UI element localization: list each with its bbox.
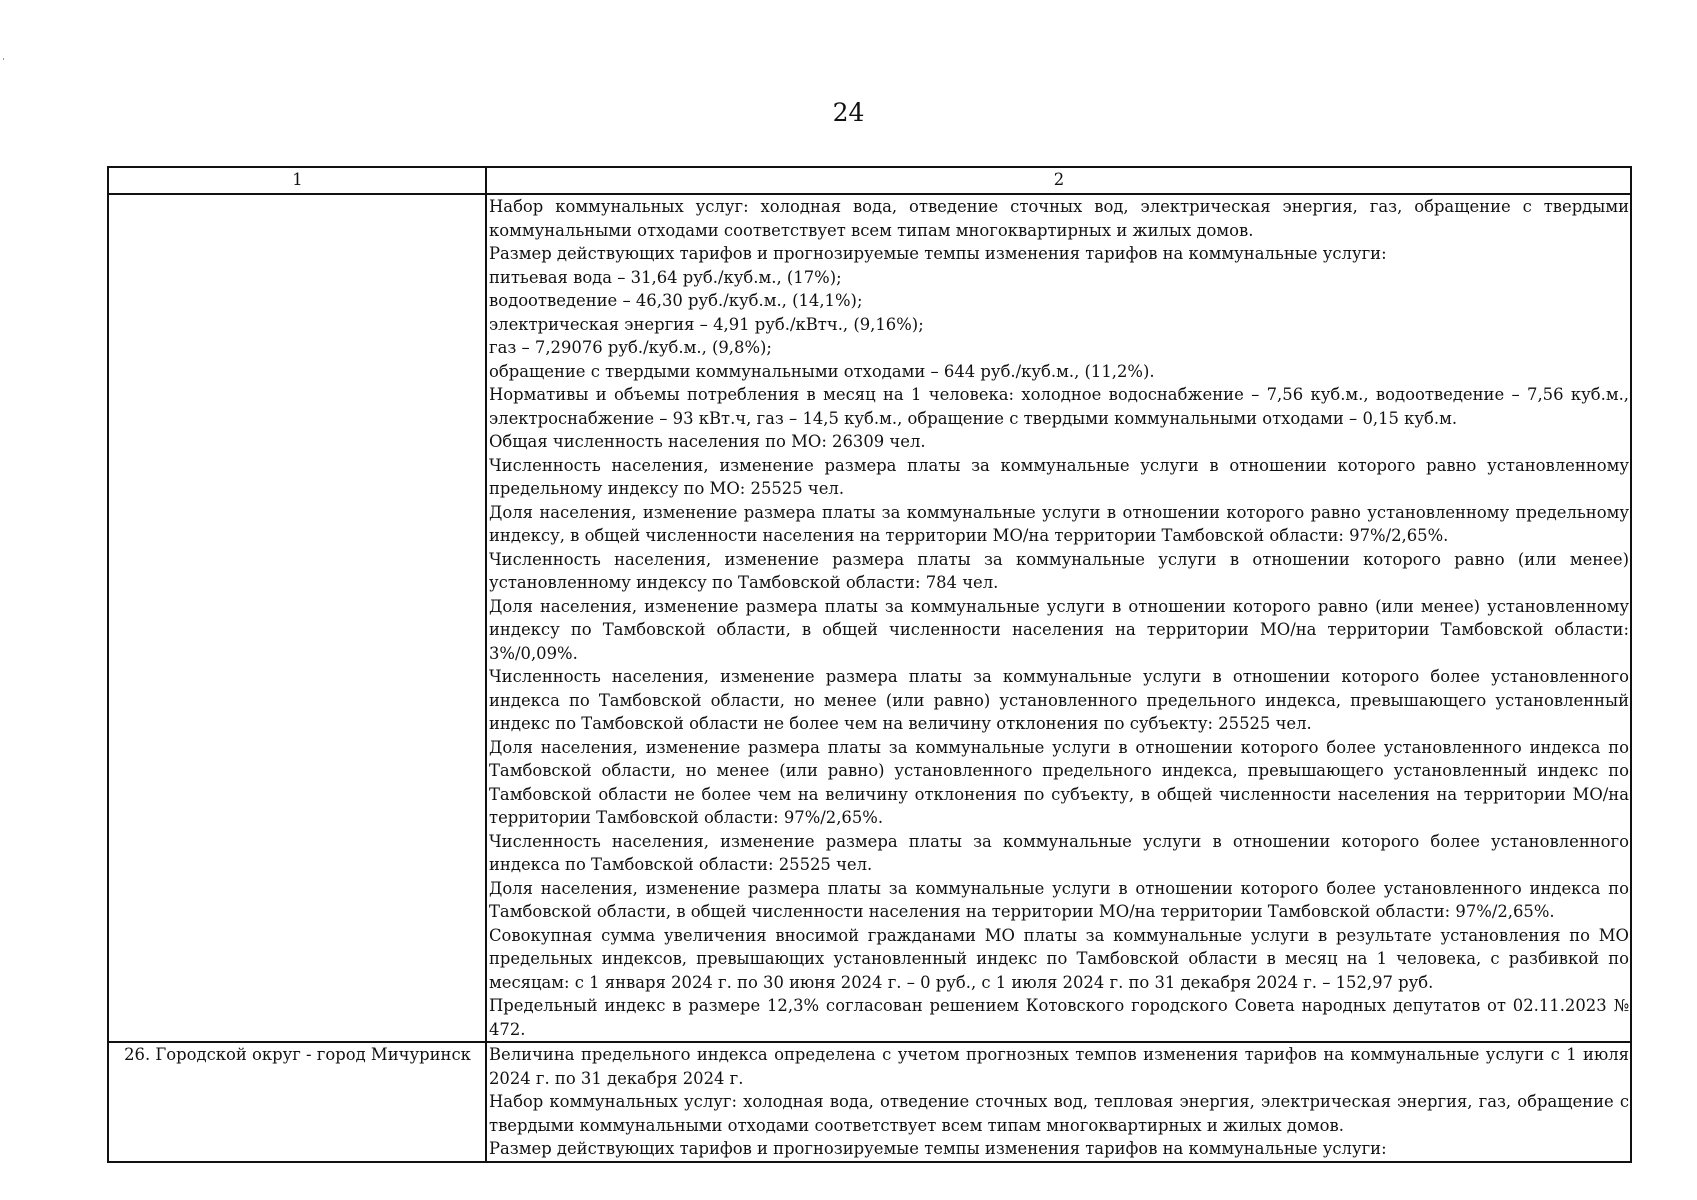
- paragraph: Совокупная сумма увеличения вносимой гражданами МО платы за коммунальные услуги в результате установления по МО предельных индексов, превышающих установленный индекс по Тамбовской области в месяц на 1 человека, с разбивкой по месяцам: с 1 января 2024 г. по 30 июня 2024 г. – 0 руб., с 1 июля 2024 г. по 31 декабря 2024 г. – 152,97 руб.: [489, 925, 1629, 992]
- table-header-row: [108, 167, 1631, 194]
- paragraph: электрическая энергия – 4,91 руб./кВтч., (9,16%);: [489, 314, 924, 334]
- page-number: 24: [832, 98, 865, 127]
- data-table: [107, 166, 1632, 1163]
- paragraph: Размер действующих тарифов и прогнозируемые темпы изменения тарифов на коммунальные услуги:: [489, 1139, 1387, 1158]
- region-cell: 26. Городской округ - город Мичуринск: [108, 1042, 486, 1162]
- paragraph: Доля населения, изменение размера платы за коммунальные услуги в отношении которого равно установленному предельному индексу, в общей численности населения на территории МО/на территории Тамбовской области: 97%/2,65%.: [489, 502, 1629, 545]
- paragraph: обращение с твердыми коммунальными отходами – 644 руб./куб.м., (11,2%).: [489, 361, 1155, 381]
- column-header-2: 2: [486, 167, 1631, 194]
- table-row: [108, 1042, 1631, 1162]
- paragraph: Доля населения, изменение размера платы за коммунальные услуги в отношении которого более установленного индекса по Тамбовской области, но менее (или равно) установленного предельного индекса, превышающего установленный индекс по Тамбовской области не более чем на величину отклонения по субъекту, в общей численности населения на территории МО/на территории Тамбовской области: 97%/2,65%.: [489, 737, 1629, 827]
- details-cell: [486, 1042, 1631, 1162]
- paragraph: питьевая вода – 31,64 руб./куб.м., (17%);: [489, 267, 842, 287]
- paragraph: Нормативы и объемы потребления в месяц на 1 человека: холодное водоснабжение – 7,56 куб.м., водоотведение – 7,56 куб.м., электроснабжение – 93 кВт.ч, газ – 14,5 куб.м., обращение с твердыми коммунальными отходами – 0,15 куб.м.: [489, 385, 1629, 428]
- paragraph: водоотведение – 46,30 руб./куб.м., (14,1%);: [489, 291, 863, 310]
- paragraph: Численность населения, изменение размера платы за коммунальные услуги в отношении которого более установленного индекса по Тамбовской области, но менее (или равно) установленного предельного индекса, превышающего установленный индекс по Тамбовской области не более чем на величину отклонения по субъекту: 25525 чел.: [489, 667, 1629, 733]
- paragraph: Численность населения, изменение размера платы за коммунальные услуги в отношении которого равно установленному предельному индексу по МО: 25525 чел.: [489, 455, 1629, 498]
- paragraph: Доля населения, изменение размера платы за коммунальные услуги в отношении которого более установленного индекса по Тамбовской области, в общей численности населения на территории МО/на территории Тамбовской области: 97%/2,65%.: [489, 878, 1629, 921]
- table-row: [108, 194, 1631, 1042]
- paragraph: Набор коммунальных услуг: холодная вода, отведение сточных вод, тепловая энергия, электрическая энергия, газ, обращение с твердыми коммунальными отходами соответствует всем типам многоквартирных и жилых домов.: [489, 1092, 1629, 1135]
- paragraph: Численность населения, изменение размера платы за коммунальные услуги в отношении которого равно (или менее) установленному индексу по Тамбовской области: 784 чел.: [489, 549, 1629, 592]
- paragraph: Размер действующих тарифов и прогнозируемые темпы изменения тарифов на коммунальные услуги:: [489, 244, 1387, 263]
- paragraph: газ – 7,29076 руб./куб.м., (9,8%);: [489, 338, 772, 357]
- paragraph: Общая численность населения по МО: 26309 чел.: [489, 432, 926, 451]
- scan-artifact: [3, 58, 4, 60]
- paragraph: Величина предельного индекса определена с учетом прогнозных темпов изменения тарифов на коммунальные услуги с 1 июля 2024 г. по 31 декабря 2024 г.: [489, 1045, 1629, 1088]
- paragraph: Численность населения, изменение размера платы за коммунальные услуги в отношении которого более установленного индекса по Тамбовской области: 25525 чел.: [489, 831, 1629, 874]
- region-cell: [108, 194, 486, 1042]
- column-header-1: 1: [108, 167, 486, 194]
- paragraph: Доля населения, изменение размера платы за коммунальные услуги в отношении которого равно (или менее) установленному индексу по Тамбовской области, в общей численности населения на территории МО/на территории Тамбовской области: 3%/0,09%.: [489, 596, 1629, 663]
- paragraph: Набор коммунальных услуг: холодная вода, отведение сточных вод, электрическая энергия, газ, обращение с твердыми коммунальными отходами соответствует всем типам многоквартирных и жилых домов.: [489, 197, 1629, 240]
- paragraph: Предельный индекс в размере 12,3% согласован решением Котовского городского Совета народных депутатов от 02.11.2023 № 472.: [489, 996, 1629, 1039]
- details-cell: [486, 194, 1631, 1042]
